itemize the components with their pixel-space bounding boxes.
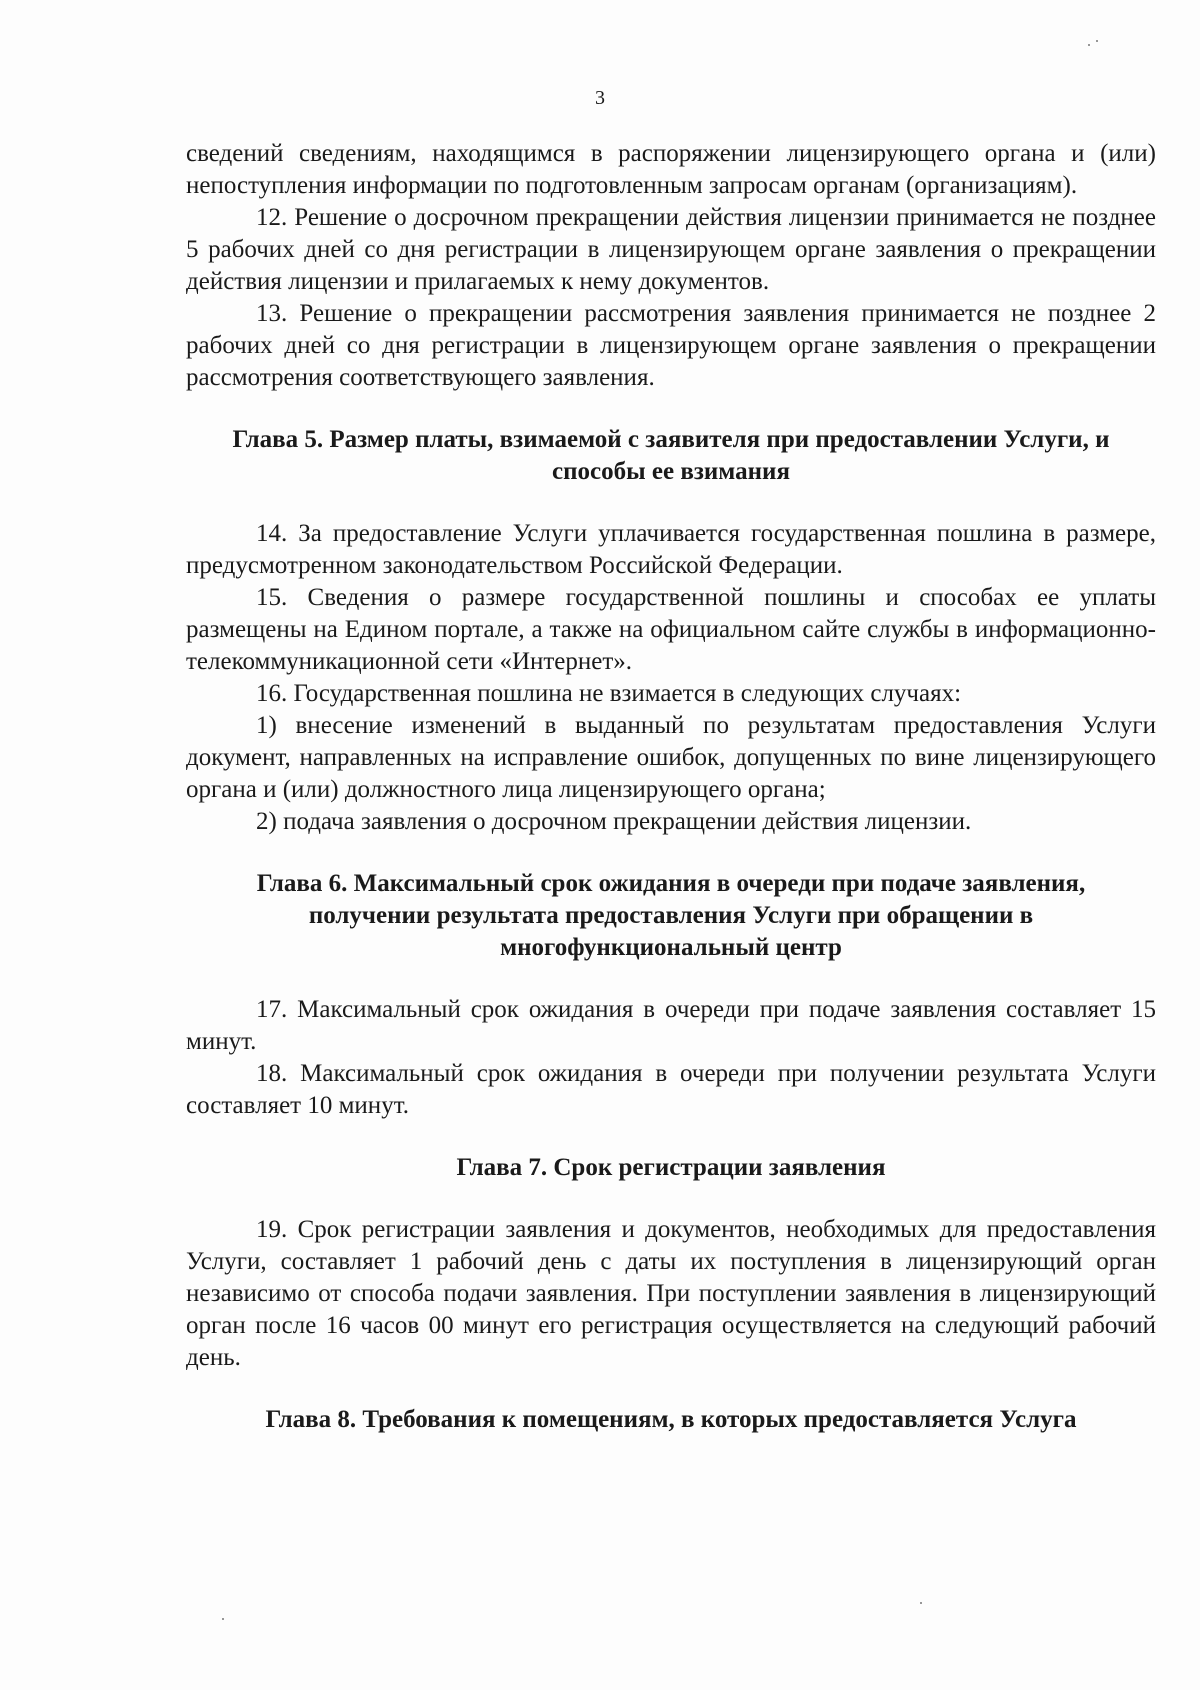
paragraph-15: 15. Сведения о размере государственной пошлины и способах ее уплаты размещены на Едином портале, а также на официальном сайте службы в информационно-телекоммуникационной сети «Интернет». bbox=[186, 584, 1156, 675]
document-body bbox=[186, 138, 1156, 1436]
paragraph-18: 18. Максимальный срок ожидания в очереди при получении результата Услуги составляет 10 минут. bbox=[186, 1060, 1156, 1119]
paragraph-14: 14. За предоставление Услуги уплачивается государственная пошлина в размере, предусмотренном законодательством Российской Федерации. bbox=[186, 520, 1156, 579]
heading-chapter-5: Глава 5. Размер платы, взимаемой с заявителя при предоставлении Услуги, и способы ее взимания bbox=[232, 426, 1110, 485]
paragraph-16-item-1: 1) внесение изменений в выданный по результатам предоставления Услуги документ, направленных на исправление ошибок, допущенных по вине лицензирующего органа и (или) должностного лица лицензирующего органа; bbox=[186, 712, 1156, 803]
paragraph-13: 13. Решение о прекращении рассмотрения заявления принимается не позднее 2 рабочих дней со дня регистрации в лицензирующем органе заявления о прекращении рассмотрения соответствующего заявления. bbox=[186, 300, 1156, 391]
page-number: 3 bbox=[595, 87, 605, 109]
heading-chapter-8: Глава 8. Требования к помещениям, в которых предоставляется Услуга bbox=[265, 1406, 1077, 1433]
paragraph-16-item-2: 2) подача заявления о досрочном прекращении действия лицензии. bbox=[256, 808, 972, 835]
paragraph-continuation: сведений сведениям, находящимся в распоряжении лицензирующего органа и (или) непоступления информации по подготовленным запросам органам (организациям). bbox=[186, 140, 1156, 199]
paragraph-17: 17. Максимальный срок ожидания в очереди при подаче заявления составляет 15 минут. bbox=[186, 996, 1156, 1055]
paragraph-16: 16. Государственная пошлина не взимается в следующих случаях: bbox=[256, 680, 962, 707]
scan-speck bbox=[1096, 40, 1098, 42]
paragraph-12: 12. Решение о досрочном прекращении действия лицензии принимается не позднее 5 рабочих дней со дня регистрации в лицензирующем органе заявления о прекращении действия лицензии и прилагаемых к нему документов. bbox=[186, 204, 1156, 295]
heading-chapter-6: Глава 6. Максимальный срок ожидания в очереди при подаче заявления, получении результата предоставления Услуги при обращении в многофункциональный центр bbox=[256, 870, 1086, 961]
scan-speck bbox=[1088, 44, 1090, 46]
scan-speck bbox=[222, 1618, 224, 1620]
scan-speck bbox=[920, 1602, 922, 1604]
paragraph-19: 19. Срок регистрации заявления и документов, необходимых для предоставления Услуги, составляет 1 рабочий день с даты их поступления в лицензирующий орган независимо от способа подачи заявления. При поступлении заявления в лицензирующий орган после 16 часов 00 минут его регистрация осуществляется на следующий рабочий день. bbox=[186, 1216, 1156, 1371]
heading-chapter-7: Глава 7. Срок регистрации заявления bbox=[456, 1154, 886, 1181]
